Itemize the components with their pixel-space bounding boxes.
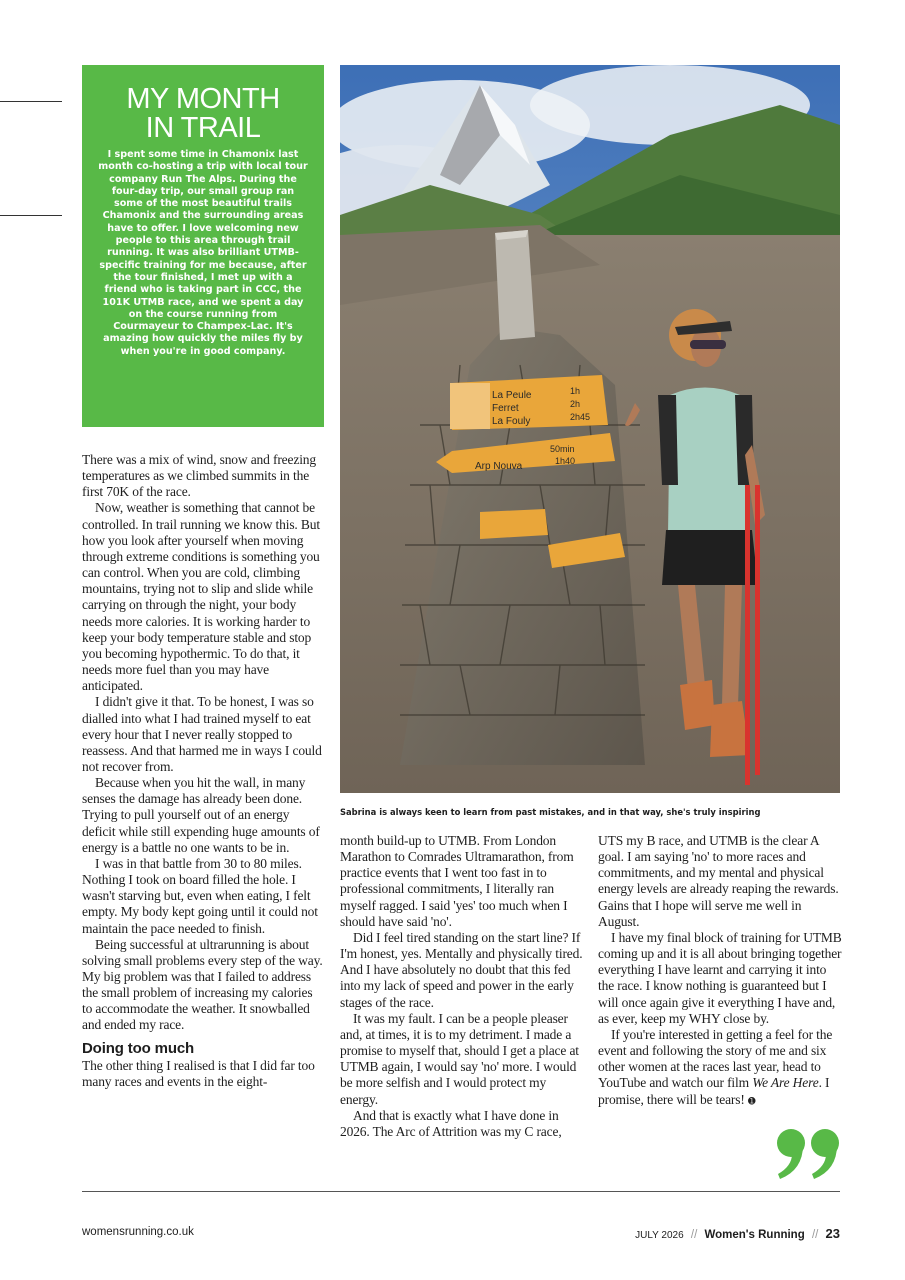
- footer-magazine: Women's Running: [704, 1229, 805, 1241]
- quote-mark-icon: [776, 1128, 842, 1180]
- trail-photo: [340, 65, 840, 793]
- box-title-line2: IN TRAIL: [145, 112, 261, 144]
- left-margin-rule-top: [0, 101, 62, 102]
- paragraph: There was a mix of wind, snow and freezing temperatures as we climbed summits in the first 70K of the race.: [82, 452, 316, 500]
- paragraph: Now, weather is something that cannot be controlled. In trail running we know this. But how you look after yourself when moving through extreme conditions is something you can control. When you are cold, climbing mountains, trying not to slip and slide while carrying on through the night, your body needs more calories. It is working harder to keep your body temperature stable and stop you becoming hypothermic. To do that, it needs more fuel than you may have anticipated.: [82, 500, 320, 694]
- paragraph: The other thing I realised is that I did far too many races and events in the eight-: [82, 1057, 315, 1089]
- box-title: [82, 85, 324, 143]
- paragraph: I didn't give it that. To be honest, I was so dialled into what I had trained myself to eat every hour that I never really stopped to reassess. And that harmed me in ways I could not recover from.: [82, 694, 322, 774]
- article-column-2: [340, 833, 585, 1140]
- paragraph: Being successful at ultrarunning is about solving small problems every step of the way. My big problem was that I failed to address the small problem of increasing my calories to accommodate the weather. It snowballed and ended my race.: [82, 936, 323, 1033]
- page-number: 23: [825, 1226, 840, 1241]
- paragraph: I have my final block of training for UTMB coming up and it is all about bringing together everything I have learnt and carrying it into the race. I know nothing is guaranteed but I will once again give it everything I have and, as ever, keep my WHY close by.: [598, 929, 842, 1026]
- sign1-line2: Ferret: [492, 403, 519, 414]
- sign2-time1: 50min: [550, 444, 575, 454]
- box-body: I spent some time in Chamonix last month co-hosting a trip with local tour company Run The Alps. During the four-day trip, our small group ran some of the most beautiful trails Chamonix and the surrounding areas have to offer. I love welcoming new people to this area through trail running. It was also brilliant UTMB-specific training for me because, after the tour finished, I met up with a friend who is taking part in CCC, the 101K UTMB race, and we spent a day on the course running from Courmayeur to Champex-Lac. It's amazing how quickly the miles fly by when you're in good company.: [98, 149, 308, 357]
- article-column-1: [82, 452, 324, 1090]
- paragraph: Did I feel tired standing on the start line? If I'm honest, yes. Mentally and physically tired. And I have absolutely no doubt that this fed into my lack of speed and power in the early stages of the race.: [340, 929, 583, 1010]
- paragraph: It was my fault. I can be a people pleaser and, at times, it is to my detriment. I made a promise to myself that, should I get a place at UTMB again, I would say 'no' more. I would be more selfish and I would protect my energy.: [340, 1010, 579, 1107]
- paragraph: I was in that battle from 30 to 80 miles. Nothing I took on board filled the hole. I wasn't starving but, even when eating, I felt empty. My body kept going until it could not maintain the pace needed to finish.: [82, 855, 318, 936]
- my-month-in-trail-box: [82, 65, 324, 427]
- sign1-line3: La Fouly: [492, 416, 531, 427]
- subhead-doing-too-much: Doing too much: [82, 1039, 195, 1057]
- box-title-line1: MY MONTH: [126, 83, 280, 115]
- paragraph-final: [598, 1027, 843, 1109]
- footer-issue: JULY 2026: [635, 1230, 684, 1241]
- text: If you're interested in getting a feel for the event and following the story of me and six other women at the races last year, head to YouTube and watch our film: [598, 1026, 833, 1091]
- text: . I promise, there will be tears!: [598, 1075, 830, 1107]
- sign2-line1: Arp Nouva: [475, 461, 523, 472]
- sign2-time2: 1h40: [555, 456, 576, 466]
- sign1-line1: La Peule: [492, 390, 532, 401]
- sign1-time1: 1h: [570, 386, 581, 396]
- paragraph: And that is exactly what I have done in 2026. The Arc of Attrition was my C race,: [340, 1107, 562, 1139]
- left-margin-rule-bottom: [0, 215, 62, 216]
- end-mark-icon: ➊: [747, 1095, 756, 1106]
- footer-rule: [82, 1191, 840, 1192]
- footer-separator: //: [811, 1229, 819, 1241]
- footer-website: womensrunning.co.uk: [82, 1226, 194, 1238]
- film-title: We Are Here: [752, 1075, 819, 1091]
- sign1-time2: 2h: [570, 399, 581, 409]
- article-column-3: [598, 833, 843, 1109]
- paragraph: month build-up to UTMB. From London Marathon to Comrades Ultramarathon, from practice events that I went too fast in to professional commitments, I literally ran myself ragged. I said 'yes' too much when I should have said 'no'.: [340, 833, 574, 929]
- photo-caption: Sabrina is always keen to learn from past mistakes, and in that way, she's truly inspiring: [340, 807, 761, 817]
- paragraph: UTS my B race, and UTMB is the clear A goal. I am saying 'no' to more races and commitments, and my mental and physical energy levels are already reaping the rewards. Gains that I hope will serve me well in August.: [598, 833, 839, 929]
- footer-meta: [635, 1226, 840, 1241]
- sign1-time3: 2h45: [570, 412, 591, 422]
- footer-separator: //: [690, 1229, 698, 1241]
- paragraph: Because when you hit the wall, in many senses the damage has already been done. Trying to pull yourself out of an energy deficit while still expending huge amounts of energy is a battle no one wants to be in.: [82, 775, 320, 855]
